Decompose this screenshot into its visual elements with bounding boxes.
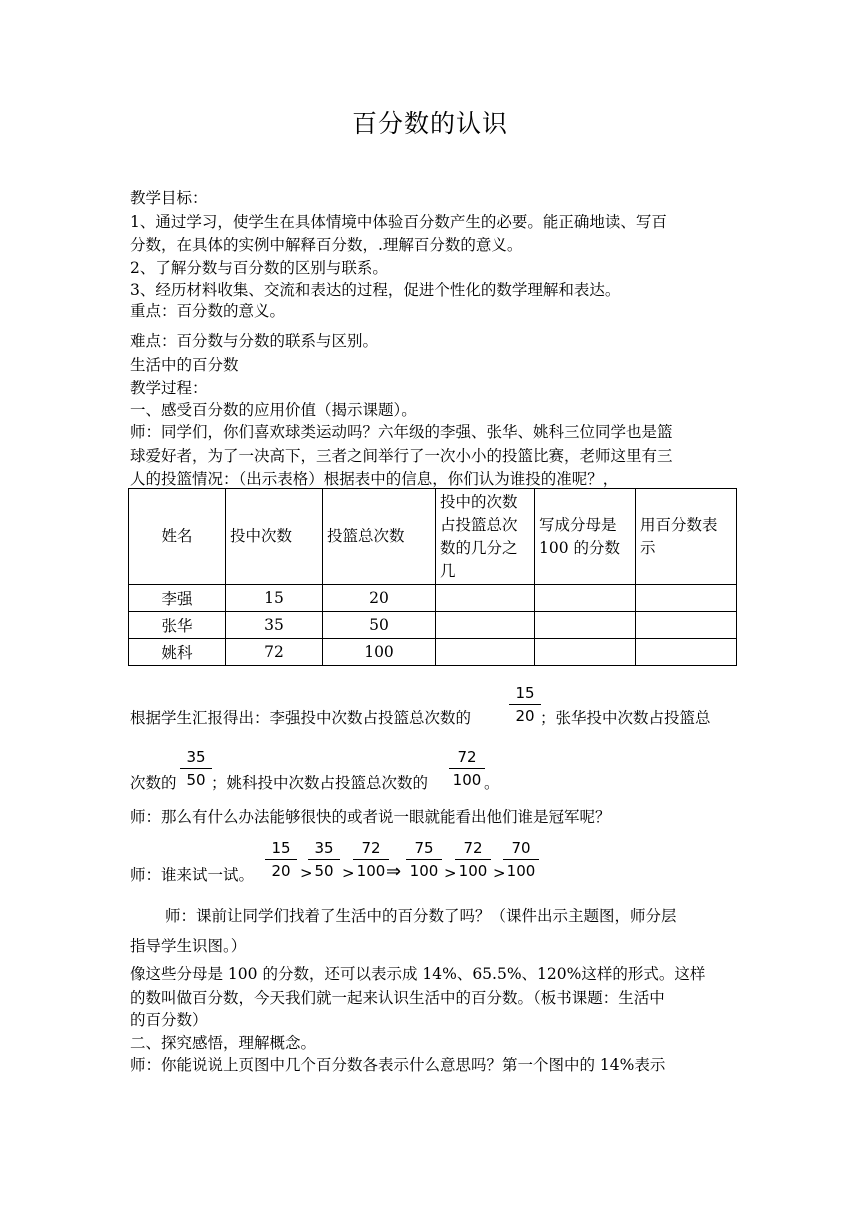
table-cell: [636, 585, 737, 612]
key-point: 重点：百分数的意义。: [130, 302, 286, 320]
goal-3: 3、经历材料收集、交流和表达的过程，促进个性化的数学理解和表达。: [130, 281, 621, 299]
goal-1-line-1: 1、通过学习，使学生在具体情境中体验百分数产生的必要。能正确地读、写百: [130, 213, 667, 231]
table-row: [129, 639, 737, 666]
compare-fraction: [353, 839, 389, 880]
topic-line: 生活中的百分数: [130, 356, 239, 374]
shooting-table: [128, 488, 737, 666]
compare-fraction: [406, 839, 442, 880]
fraction-denominator: 20: [515, 707, 535, 725]
question-line: 师：那么有什么办法能够很快的或者说一眼就能看出他们谁是冠军呢？: [130, 808, 611, 826]
compare-fraction: [265, 839, 297, 880]
table-cell: 张华: [129, 612, 226, 639]
implies-arrow-icon: ⇒: [386, 861, 402, 882]
table-cell: [535, 612, 636, 639]
table-cell: [436, 612, 535, 639]
table-cell: 姚科: [129, 639, 226, 666]
table-cell: 100: [323, 639, 436, 666]
paragraph-1-line-2: 球爱好者，为了一决高下，三者之间举行了一次小小的投篮比赛，老师这里有三: [130, 447, 673, 465]
table-header: 用百分数表示: [636, 489, 737, 585]
fraction-numerator: 72: [449, 748, 485, 769]
part-1-heading: 一、感受百分数的应用价值（揭示课题）。: [130, 401, 417, 419]
document-title: 百分数的认识: [351, 109, 508, 138]
table-header: 投中的次数占投篮总次数的几分之几: [436, 489, 535, 585]
report-line-1-prefix: 根据学生汇报得出：李强投中次数占投篮总次数的: [130, 709, 472, 727]
report-line-1-suffix: ；张华投中次数占投篮总: [540, 709, 711, 727]
fraction-numerator: 75: [406, 839, 442, 860]
table-cell: 15: [226, 585, 323, 612]
fraction-numerator: 72: [353, 839, 389, 860]
fraction-numerator: 35: [308, 839, 340, 860]
table-cell: 50: [323, 612, 436, 639]
table-row: [129, 612, 737, 639]
fraction-denominator: 100: [452, 771, 482, 789]
paragraph-3-line-1: 像这些分母是 100 的分数，还可以表示成 14%、65.5%、120%这样的形式。这样: [130, 965, 706, 983]
fraction-denominator: 50: [314, 862, 334, 880]
table-cell: 20: [323, 585, 436, 612]
process-heading: 教学过程：: [130, 379, 208, 397]
fraction-denominator: 20: [271, 862, 291, 880]
fraction-denominator: 50: [186, 771, 206, 789]
table-cell: [535, 585, 636, 612]
greater-than-sign: >: [300, 864, 313, 882]
fraction-numerator: 72: [455, 839, 491, 860]
fraction-15-20: [509, 684, 541, 725]
fraction-denominator: 100: [356, 862, 386, 880]
paragraph-1-line-1: 师：同学们，你们喜欢球类运动吗？六年级的李强、张华、姚科三位同学也是篮: [130, 423, 673, 441]
report-line-2-suffix: 。: [484, 774, 500, 792]
paragraph-1-line-3: 人的投篮情况：（出示表格）根据表中的信息，你们认为谁投的准呢？，: [130, 470, 619, 488]
table-header: 写成分母是100 的分数: [535, 489, 636, 585]
goal-2: 2、了解分数与百分数的区别与联系。: [130, 259, 388, 277]
table-row: [129, 585, 737, 612]
paragraph-3-line-2: 的数叫做百分数，今天我们就一起来认识生活中的百分数。（板书课题：生活中: [130, 989, 665, 1007]
fraction-denominator: 100: [506, 862, 536, 880]
greater-than-sign: >: [444, 864, 457, 882]
table-cell: [436, 639, 535, 666]
part-2-heading: 二、探究感悟，理解概念。: [130, 1034, 317, 1052]
fraction-denominator: 100: [458, 862, 488, 880]
fraction-numerator: 35: [180, 748, 212, 769]
table-header: 投篮总次数: [323, 489, 436, 585]
fraction-72-100: [449, 748, 485, 789]
table-cell: [636, 639, 737, 666]
paragraph-4: 师：你能说说上页图中几个百分数各表示什么意思吗？第一个图中的 14%表示: [130, 1056, 666, 1074]
report-line-2-prefix: 次数的: [130, 774, 177, 792]
table-cell: 72: [226, 639, 323, 666]
table-cell: 李强: [129, 585, 226, 612]
table-cell: 35: [226, 612, 323, 639]
table-header: 投中次数: [226, 489, 323, 585]
compare-fraction: [308, 839, 340, 880]
table-header-row: [129, 489, 737, 585]
table-cell: [436, 585, 535, 612]
fraction-numerator: 15: [509, 684, 541, 705]
fraction-numerator: 15: [265, 839, 297, 860]
difficulty-point: 难点：百分数与分数的联系与区别。: [130, 332, 379, 350]
paragraph-2-line-1: 师：课前让同学们找着了生活中的百分数了吗？（课件出示主题图，师分层: [165, 907, 677, 925]
fraction-35-50: [180, 748, 212, 789]
goal-1-line-2: 分数，在具体的实例中解释百分数，.理解百分数的意义。: [130, 236, 523, 254]
greater-than-sign: >: [342, 864, 355, 882]
compare-fraction: [455, 839, 491, 880]
paragraph-2-line-2: 指导学生识图。）: [130, 937, 247, 955]
table-cell: [636, 612, 737, 639]
try-line: 师：谁来试一试。: [130, 866, 255, 884]
fraction-denominator: 100: [409, 862, 439, 880]
report-line-2-middle: ；姚科投中次数占投篮总次数的: [211, 774, 429, 792]
table-header: 姓名: [129, 489, 226, 585]
table-cell: [535, 639, 636, 666]
compare-fraction: [503, 839, 539, 880]
paragraph-3-line-3: 的百分数）: [130, 1011, 208, 1029]
greater-than-sign: >: [493, 864, 506, 882]
goals-heading: 教学目标：: [130, 189, 208, 207]
fraction-numerator: 70: [503, 839, 539, 860]
